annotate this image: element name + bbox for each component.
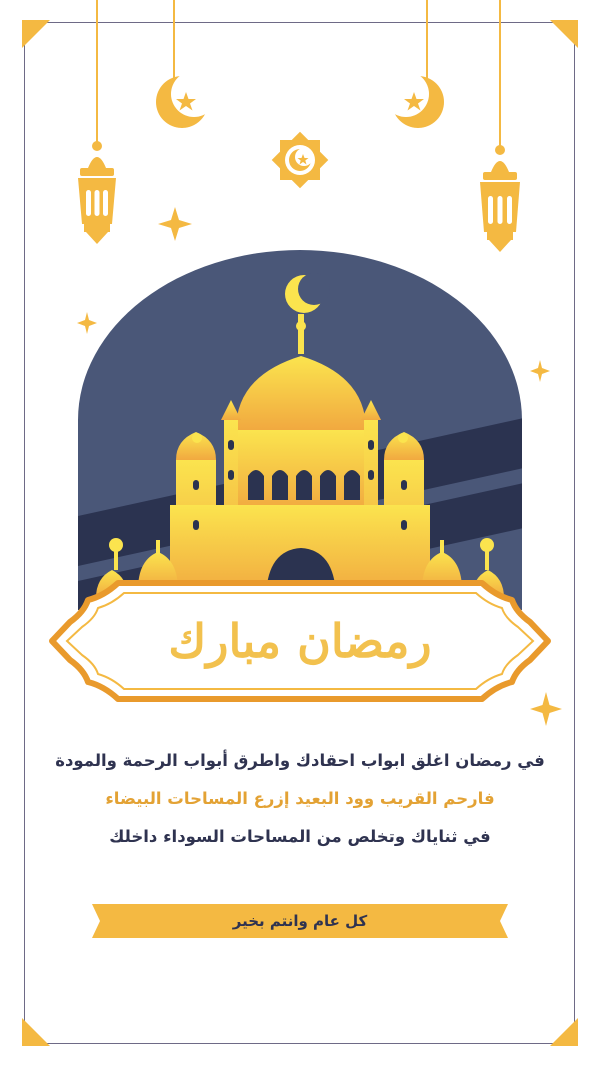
- hanging-strings: [97, 0, 500, 146]
- verse-line: في ثناياك وتخلص من المساحات السوداء داخلك: [109, 827, 491, 846]
- greeting-title: رمضان مبارك: [168, 614, 432, 668]
- star-emblem-icon: [272, 132, 329, 189]
- closing-text: كل عام وانتم بخير: [232, 912, 368, 930]
- verse-line: فارحم القريب وود البعيد إزرع المساحات البيضاء: [105, 789, 495, 808]
- crescent-star-icon: [156, 71, 217, 128]
- lantern-icon: [480, 145, 520, 252]
- crescent-star-icon: [383, 71, 444, 128]
- verse-line: في رمضان اغلق ابواب احقادك واطرق أبواب الرحمة والمودة: [55, 751, 545, 770]
- lantern-icon: [78, 141, 116, 244]
- verses-block: [50, 742, 550, 856]
